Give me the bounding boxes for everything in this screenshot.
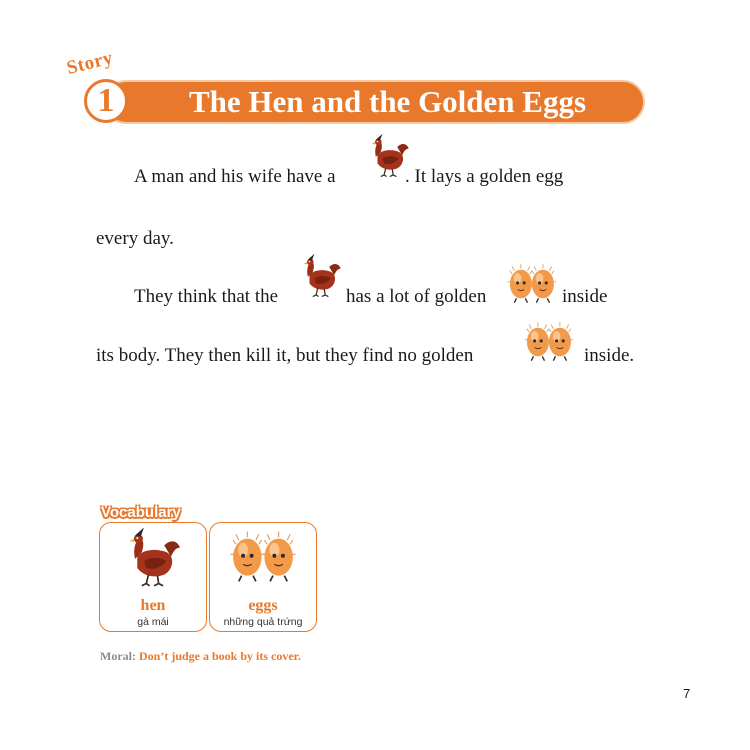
vocab-word: hen [140,597,166,614]
vocab-translation: gà mái [137,616,169,628]
eggs-icon [505,262,561,306]
story-label: Story [64,47,116,80]
story-line-1a: A man and his wife have a [134,166,336,187]
page-number: 7 [683,686,691,701]
story-line-3a: They think that the [134,286,279,307]
page-title: The Hen and the Golden Eggs [188,84,587,119]
story-line-2: every day. [96,228,174,249]
vocab-word: eggs [248,597,278,614]
eggs-icon [522,320,578,364]
story-line-3c: inside [562,286,608,307]
story-line-4a: its body. They then kill it, but they find no golden [96,345,474,366]
vocab-card-eggs [209,522,317,632]
story-line-3b: has a lot of golden [346,286,487,307]
vocabulary-heading: Vocabulary [101,504,181,521]
hen-icon [100,523,206,597]
moral [100,649,301,664]
story-line-4b: inside. [584,345,635,366]
vocab-translation: những quả trứng [223,616,303,628]
hen-icon [298,248,344,304]
story-number-badge: 1 [84,79,128,123]
vocab-card-hen [99,522,207,632]
eggs-icon [210,523,316,597]
moral-text: Don’t judge a book by its cover. [138,649,301,663]
story-line-1b: . It lays a golden egg [405,166,564,187]
moral-label: Moral: [100,649,136,663]
